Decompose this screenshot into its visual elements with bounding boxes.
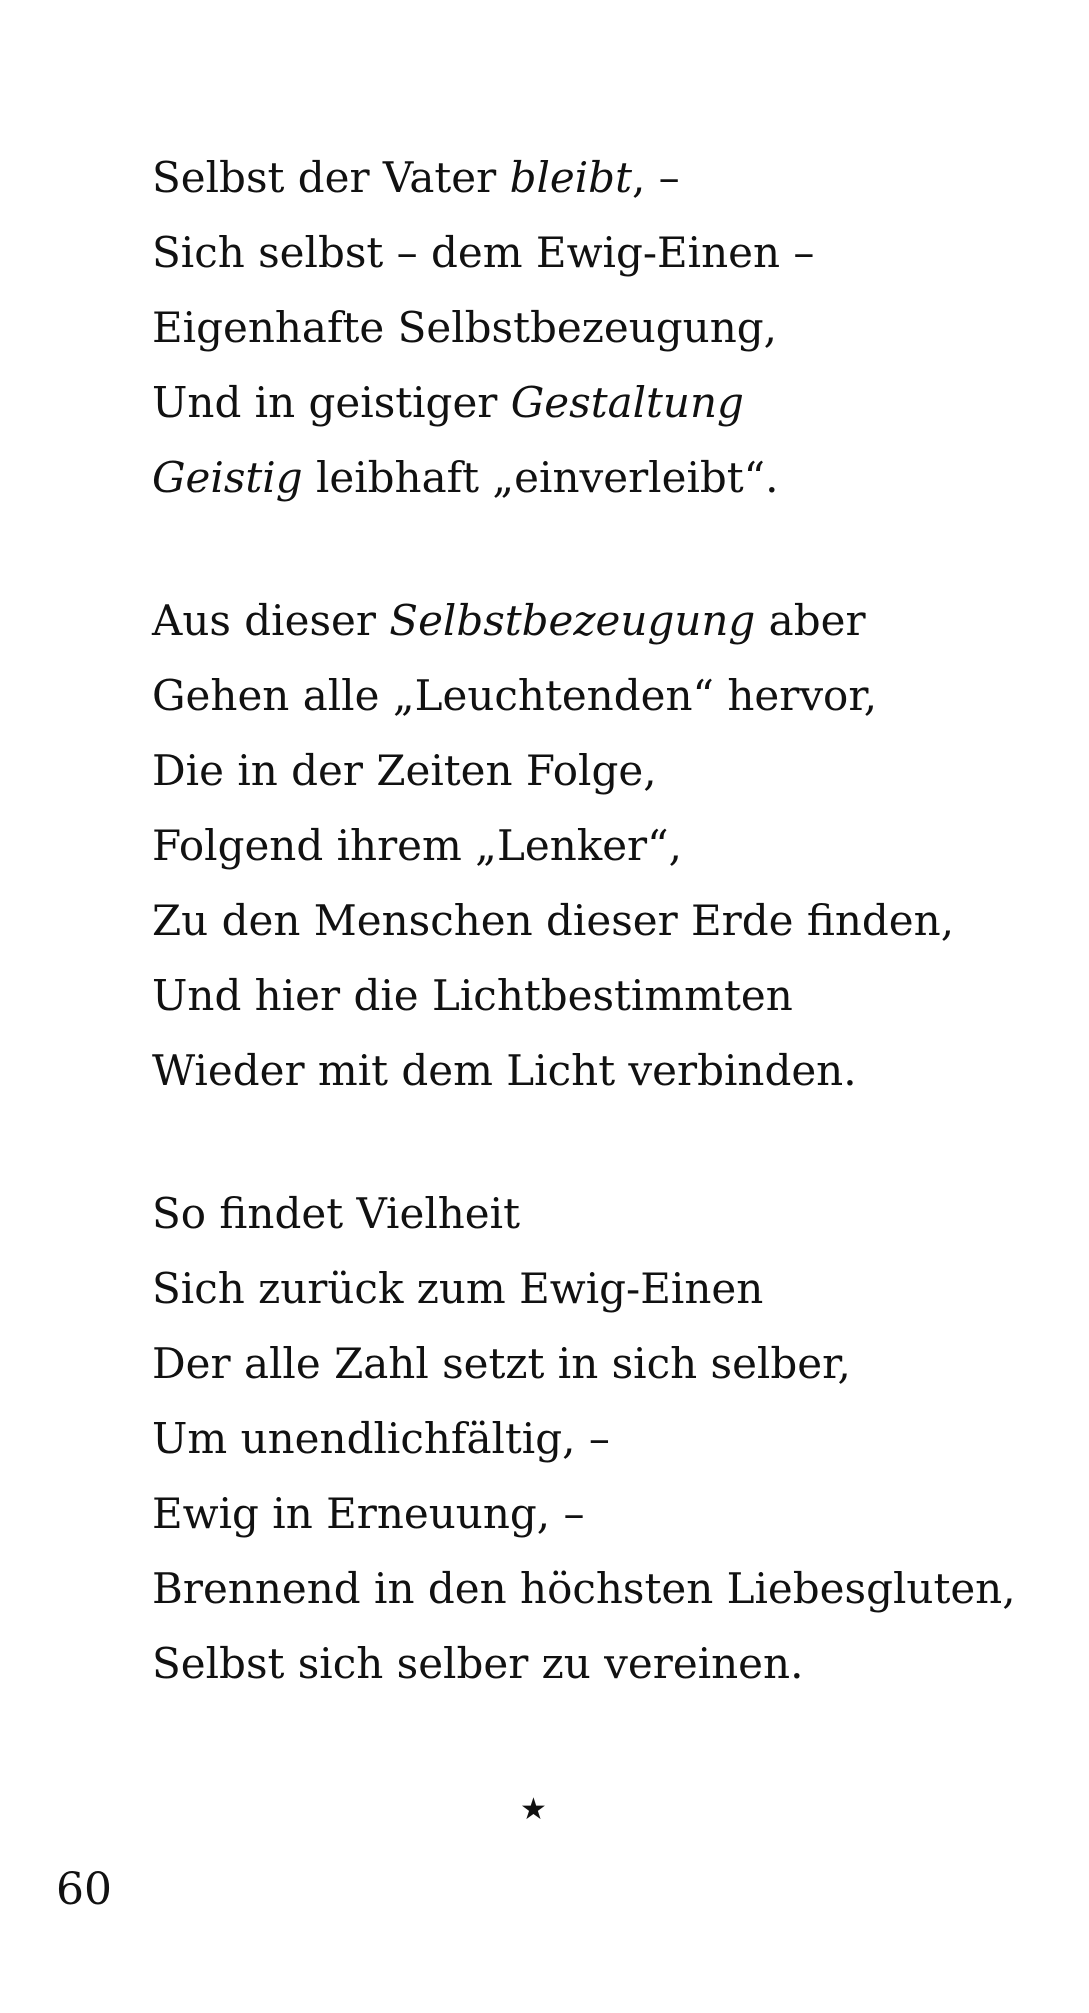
poem-line: Aus dieser Selbstbezeugung aber (152, 596, 866, 645)
poem-line: Gehen alle „Leuchtenden“ hervor, (152, 671, 878, 720)
poem-line: Brennend in den höchsten Liebesgluten, (152, 1564, 1016, 1613)
poem-line: Zu den Menschen dieser Erde finden, (152, 896, 955, 945)
poem-line: Und in geistiger Gestaltung (152, 378, 744, 427)
stanza-2 (152, 583, 1052, 1108)
poem-line: Und hier die Lichtbestimmten (152, 971, 793, 1020)
stanza-1 (152, 140, 1052, 515)
poem-line: Folgend ihrem „Lenker“, (152, 821, 682, 870)
poem-line: Um unendlichfältig, – (152, 1414, 610, 1463)
poem-line: Geistig leibhaft „einverleibt“. (152, 453, 779, 502)
poem-line: Sich zurück zum Ewig-Einen (152, 1264, 764, 1313)
poem-line: Eigenhafte Selbstbezeugung, (152, 303, 777, 352)
poem-line: Sich selbst – dem Ewig-Einen – (152, 228, 815, 277)
poem-line: Ewig in Erneuung, – (152, 1489, 585, 1538)
star-ornament-icon: ★ (520, 1792, 547, 1827)
poem-line: Der alle Zahl setzt in sich selber, (152, 1339, 851, 1388)
poem-line: Die in der Zeiten Folge, (152, 746, 657, 795)
stanza-3 (152, 1176, 1052, 1701)
poem-line: Selbst der Vater bleibt, – (152, 153, 680, 202)
poem-line: So findet Vielheit (152, 1189, 520, 1238)
page-number: 60 (56, 1864, 112, 1915)
poem-line: Wieder mit dem Licht verbinden. (152, 1046, 857, 1095)
poem-text (152, 140, 1052, 1701)
poem-line: Selbst sich selber zu vereinen. (152, 1639, 804, 1688)
